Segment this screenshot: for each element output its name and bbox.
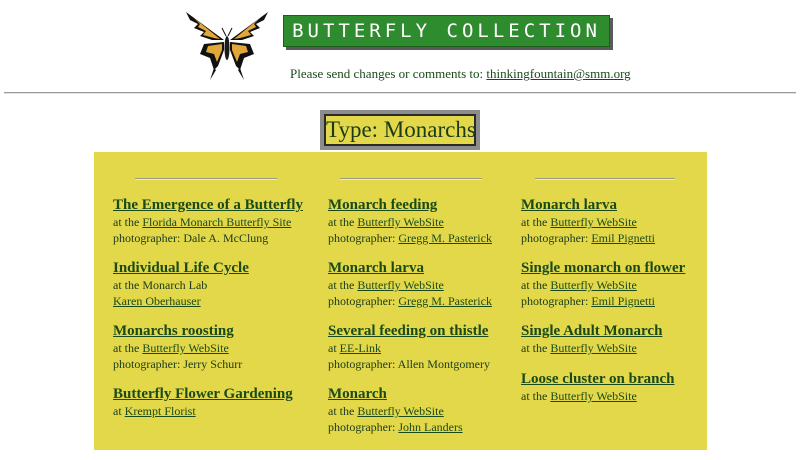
- list-item: [521, 370, 674, 404]
- contact-line: [290, 66, 631, 82]
- entry-credit-prefix: photographer:: [521, 231, 589, 245]
- entry-title-link[interactable]: Monarchs roosting: [113, 323, 234, 339]
- entry-credit: photographer: Allen Montgomery: [328, 357, 490, 371]
- entry-title-link[interactable]: Single monarch on flower: [521, 260, 686, 276]
- entry-site-link[interactable]: EE-Link: [339, 341, 381, 355]
- entry-title-link[interactable]: Individual Life Cycle: [113, 260, 249, 276]
- entry-at: at the: [328, 278, 355, 292]
- entry-source: [521, 340, 662, 356]
- list-item: [521, 196, 655, 246]
- entry-source: [521, 277, 685, 293]
- entry-credit: [328, 293, 492, 309]
- list-item: [328, 385, 463, 435]
- column-divider: [535, 178, 675, 180]
- entry-credit: [521, 230, 655, 246]
- entry-site-link[interactable]: Butterfly WebSite: [550, 278, 637, 292]
- entry-site-link[interactable]: Butterfly WebSite: [550, 215, 637, 229]
- list-item: [113, 385, 293, 419]
- list-item: [113, 259, 249, 309]
- entry-source: [328, 340, 490, 356]
- entry-source: [113, 403, 293, 419]
- entry-credit: [328, 419, 463, 435]
- entry-site-link[interactable]: Butterfly WebSite: [357, 215, 444, 229]
- entry-at: at the: [521, 341, 548, 355]
- entry-title-link[interactable]: Loose cluster on branch: [521, 371, 675, 387]
- entry-title-link[interactable]: Single Adult Monarch: [521, 323, 663, 339]
- entry-credit-link[interactable]: Emil Pignetti: [591, 294, 655, 308]
- list-item: [328, 196, 492, 246]
- entry-source: [328, 277, 492, 293]
- entry-source: [113, 340, 242, 356]
- list-item: [328, 322, 490, 372]
- entry-credit-prefix: photographer:: [521, 294, 589, 308]
- entry-credit: photographer: Dale A. McClung: [113, 231, 269, 245]
- entry-credit-link[interactable]: Karen Oberhauser: [113, 294, 201, 308]
- entry-credit-prefix: photographer:: [328, 420, 396, 434]
- entry-at: at the: [328, 215, 355, 229]
- entry-credit: [328, 230, 492, 246]
- column-divider: [340, 178, 482, 180]
- entry-title-link[interactable]: Monarch larva: [521, 197, 617, 213]
- entry-title-link[interactable]: Monarch larva: [328, 260, 424, 276]
- entry-title-link[interactable]: The Emergence of a Butterfly: [113, 197, 303, 213]
- entry-credit-link[interactable]: Gregg M. Pasterick: [398, 294, 492, 308]
- entry-title-link[interactable]: Several feeding on thistle: [328, 323, 489, 339]
- column-divider: [135, 178, 277, 180]
- entry-source: [521, 388, 674, 404]
- contact-email-link[interactable]: thinkingfountain@smm.org: [486, 66, 631, 81]
- type-heading: Type: Monarchs: [324, 114, 476, 146]
- list-item: [521, 322, 662, 356]
- entry-credit: photographer: Jerry Schurr: [113, 357, 243, 371]
- list-item: [328, 259, 492, 309]
- entry-at: at the: [328, 404, 355, 418]
- entry-at: at the: [521, 389, 548, 403]
- entry-title-link[interactable]: Monarch: [328, 386, 387, 402]
- entry-credit-prefix: photographer:: [328, 231, 396, 245]
- header-divider: [4, 92, 796, 94]
- entry-site-link[interactable]: Florida Monarch Butterfly Site: [142, 215, 292, 229]
- page-header: [0, 0, 800, 92]
- entry-credit-link[interactable]: Emil Pignetti: [591, 231, 655, 245]
- site-banner: BUTTERFLY COLLECTION: [283, 15, 610, 47]
- entry-title-link[interactable]: Monarch feeding: [328, 197, 438, 213]
- entry-credit: [521, 293, 685, 309]
- entry-source: [328, 403, 463, 419]
- entry-source: [521, 214, 655, 230]
- entry-source: at the Monarch Lab: [113, 278, 208, 292]
- entry-site-link[interactable]: Butterfly WebSite: [142, 341, 229, 355]
- entry-at: at the: [521, 215, 548, 229]
- entry-credit-link[interactable]: John Landers: [398, 420, 463, 434]
- entry-site-link[interactable]: Butterfly WebSite: [357, 278, 444, 292]
- entry-at: at the: [113, 341, 140, 355]
- butterfly-icon: [184, 10, 270, 82]
- entry-credit-link[interactable]: Gregg M. Pasterick: [398, 231, 492, 245]
- entry-source: [328, 214, 492, 230]
- collection-panel: [94, 152, 707, 450]
- entry-at: at: [113, 404, 122, 418]
- entry-at: at the: [521, 278, 548, 292]
- entry-source: [113, 214, 303, 230]
- entry-site-link[interactable]: Butterfly WebSite: [357, 404, 444, 418]
- contact-prefix: Please send changes or comments to:: [290, 66, 484, 81]
- entry-at: at the: [113, 215, 140, 229]
- entry-title-link[interactable]: Butterfly Flower Gardening: [113, 386, 293, 402]
- entry-site-link[interactable]: Krempt Florist: [124, 404, 196, 418]
- list-item: [113, 196, 303, 246]
- list-item: [113, 322, 242, 372]
- entry-credit-prefix: photographer:: [328, 294, 396, 308]
- entry-credit: [113, 293, 249, 309]
- entry-site-link[interactable]: Butterfly WebSite: [550, 389, 637, 403]
- entry-site-link[interactable]: Butterfly WebSite: [550, 341, 637, 355]
- list-item: [521, 259, 685, 309]
- type-heading-box: [320, 110, 480, 150]
- entry-at: at: [328, 341, 337, 355]
